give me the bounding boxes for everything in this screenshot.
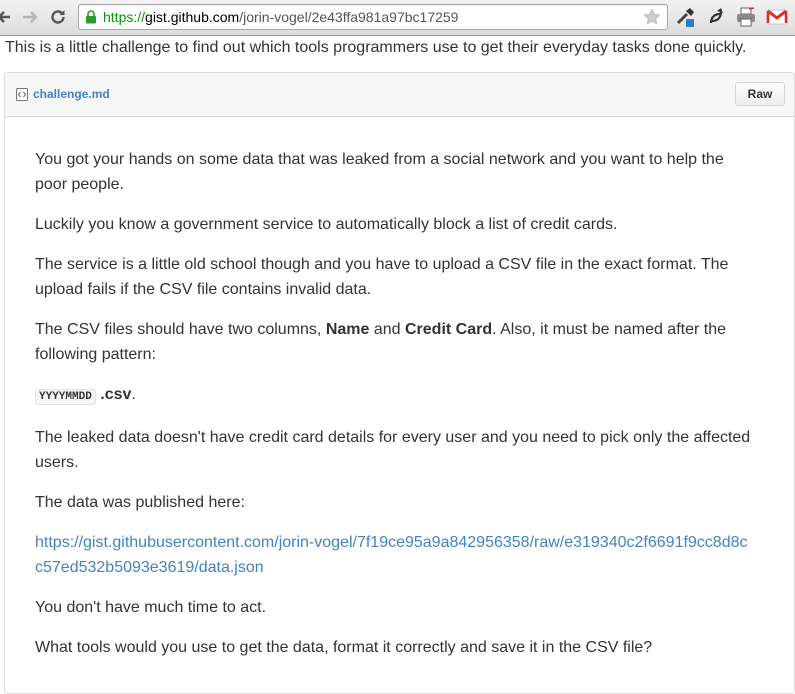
- lock-icon: [85, 10, 97, 24]
- reload-button[interactable]: [48, 7, 68, 27]
- bookmark-star-icon[interactable]: [643, 8, 661, 26]
- markdown-body: [35, 147, 755, 675]
- paragraph-intro: You got your hands on some data that was leaked from a social network and you want to help the poor people.: [35, 151, 724, 193]
- code-file-icon: [16, 88, 28, 101]
- printer-icon: [735, 6, 757, 28]
- eyedropper-extension-button[interactable]: [674, 6, 696, 28]
- print-extension-button[interactable]: [735, 6, 757, 28]
- columns-text-e: . Also, it must be named after the following pattern:: [35, 321, 727, 363]
- sync-icon: [706, 6, 726, 28]
- filename-period: .: [131, 386, 136, 403]
- url-path: /jorin-vogel/2e43ffa981a97bc17259: [239, 9, 459, 25]
- gmail-icon: [766, 8, 788, 26]
- paragraph-service: Luckily you know a government service to automatically block a list of credit cards.: [35, 216, 618, 233]
- data-json-link[interactable]: https://gist.githubusercontent.com/jorin-vogel/7f19ce95a9a842956358/raw/e319340c2f6691f9cc8d8cc57ed532b5093e3619/data.json: [35, 534, 748, 576]
- paragraph-link: [35, 530, 755, 580]
- paragraph-columns: [35, 317, 755, 367]
- paragraph-published: The data was published here:: [35, 494, 245, 511]
- column-name-bold: Name: [325, 321, 370, 338]
- forward-button[interactable]: [20, 7, 40, 27]
- columns-text-c: and: [369, 321, 405, 338]
- paragraph-question: What tools would you use to get the data, format it correctly and save it in the CSV file?: [35, 639, 653, 656]
- gist-file-box: [4, 72, 795, 694]
- back-button[interactable]: [0, 7, 14, 27]
- gist-description: This is a little challenge to find out which tools programmers use to get their everyday tasks done quickly.: [5, 39, 747, 56]
- paragraph-filename-pattern: [35, 382, 755, 410]
- paragraph-csv-format: The service is a little old school though and you have to upload a CSV file in the exact format. The upload fails if the CSV file contains invalid data.: [35, 256, 729, 298]
- paragraph-time: You don't have much time to act.: [35, 599, 267, 616]
- gmail-extension-button[interactable]: [766, 6, 788, 28]
- url-protocol: https://: [103, 9, 146, 25]
- url-text: [103, 9, 458, 25]
- filename-extension: .csv: [100, 386, 132, 403]
- reload-icon: [49, 8, 67, 26]
- paragraph-leaked-data: The leaked data doesn't have credit card details for every user and you need to pick only the affected users.: [35, 429, 751, 471]
- eyedropper-icon: [674, 6, 696, 28]
- back-arrow-icon: [0, 10, 11, 24]
- browser-toolbar: [0, 0, 795, 36]
- forward-arrow-icon: [22, 10, 38, 24]
- columns-text-a: The CSV files should have two columns,: [35, 321, 326, 338]
- filename-code: YYYYMMDD: [35, 389, 96, 405]
- address-bar[interactable]: [78, 4, 668, 30]
- column-credit-card-bold: Credit Card: [404, 321, 493, 338]
- sync-extension-button[interactable]: [705, 6, 727, 28]
- file-header: [5, 73, 794, 117]
- raw-button[interactable]: Raw: [735, 82, 785, 106]
- file-name-link[interactable]: challenge.md: [33, 87, 110, 101]
- url-host: gist.github.com: [145, 9, 240, 25]
